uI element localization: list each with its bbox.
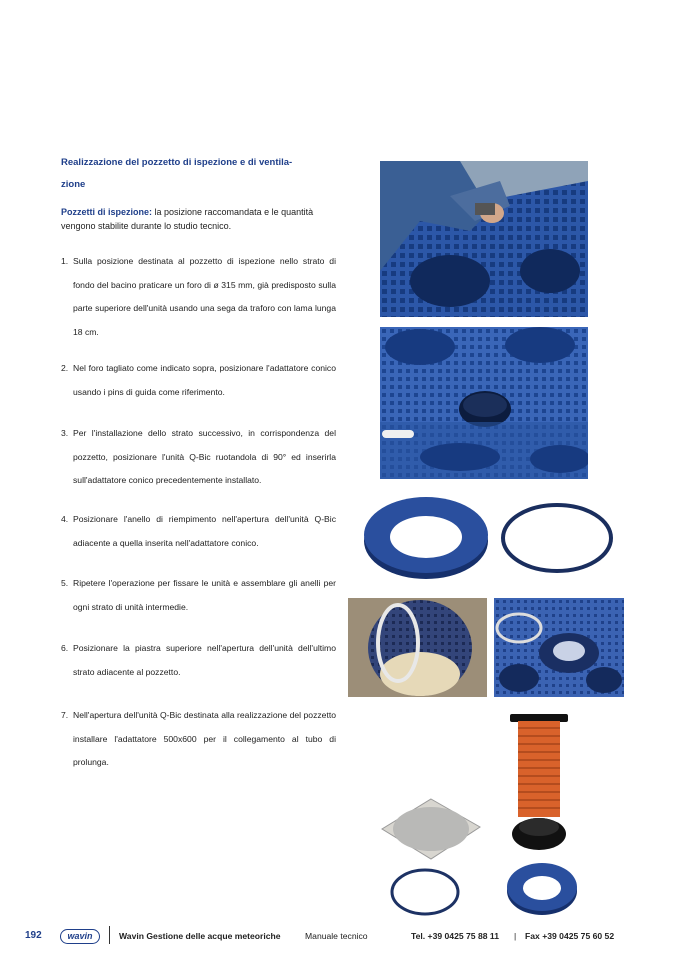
intro-label: Pozzetti di ispezione: bbox=[61, 207, 153, 217]
footer-tel: Tel. +39 0425 75 88 11 bbox=[411, 931, 500, 941]
step-text: Posizionare la piastra superiore nell'apertura dell'unità dell'ultimo strato adiacente al pozzetto. bbox=[73, 643, 336, 677]
footer-separator: | bbox=[514, 931, 517, 941]
step-5 bbox=[61, 572, 336, 619]
section-heading-line1: Realizzazione del pozzetto di ispezione e di ventila- bbox=[61, 157, 293, 168]
page-footer bbox=[25, 930, 655, 946]
step-4 bbox=[61, 508, 336, 555]
step-7 bbox=[61, 704, 336, 775]
step-text: Ripetere l'operazione per fissare le unità e assemblare gli anelli per ogni strato di unità intermedie. bbox=[73, 578, 336, 612]
step-text: Nell'apertura dell'unità Q-Bic destinata alla realizzazione del pozzetto installare l'adattatore 500x600 per il collegamento al tubo di prolunga. bbox=[73, 710, 336, 767]
step-text: Per l'installazione dello strato successivo, in corrispondenza del pozzetto, posizionare l'unità Q-Bic ruotandola di 90° ed inserirla sull'adattatore conico precedentemente installato. bbox=[73, 428, 336, 485]
step-3 bbox=[61, 422, 336, 493]
photo-extension-pipe bbox=[504, 712, 574, 856]
footer-subtitle: Manuale tecnico bbox=[305, 931, 368, 941]
step-number: 2. bbox=[61, 363, 69, 373]
photo-top-plate bbox=[380, 797, 482, 861]
section-heading bbox=[61, 152, 336, 196]
photo-conical-adapter bbox=[380, 327, 588, 479]
photo-small-gasket bbox=[388, 866, 462, 918]
footer-fax: Fax +39 0425 75 60 52 bbox=[525, 931, 615, 941]
section-heading-line2: zione bbox=[61, 179, 86, 190]
intro-paragraph bbox=[61, 205, 336, 233]
footer-title: Wavin Gestione delle acque meteoriche bbox=[119, 931, 281, 941]
step-number: 3. bbox=[61, 428, 69, 438]
step-number: 6. bbox=[61, 643, 69, 653]
step-text: Sulla posizione destinata al pozzetto di ispezione nello strato di fondo del bacino praticare un foro di ø 315 mm, già predisposto sulla parte superiore dell'unità usando una sega da traforo con lama lunga 18 cm. bbox=[73, 256, 336, 337]
photo-inside-unit bbox=[348, 598, 487, 697]
footer-divider bbox=[109, 926, 110, 944]
step-number: 4. bbox=[61, 514, 69, 524]
step-text: Posizionare l'anello di riempimento nell'apertura dell'unità Q-Bic adiacente a quella inserita nell'adattatore conico. bbox=[73, 514, 336, 548]
step-6 bbox=[61, 637, 336, 684]
step-number: 1. bbox=[61, 256, 69, 266]
photo-ring-gasket bbox=[498, 499, 616, 577]
photo-small-ring bbox=[505, 858, 579, 916]
step-text: Nel foro tagliato come indicato sopra, posizionare l'adattatore conico usando i pins di guida come riferimento. bbox=[73, 363, 336, 397]
photo-filling-ring bbox=[362, 493, 490, 581]
photo-stacked-units bbox=[494, 598, 624, 697]
step-number: 7. bbox=[61, 710, 69, 720]
step-number: 5. bbox=[61, 578, 69, 588]
step-2 bbox=[61, 357, 336, 404]
page-number: 192 bbox=[25, 930, 42, 941]
photo-cutting-hole bbox=[380, 161, 588, 317]
wavin-logo: wavin bbox=[60, 929, 100, 944]
step-1 bbox=[61, 250, 336, 344]
intro-text: la posizione raccomandata e le quantità vengono stabilite durante lo studio tecnico. bbox=[61, 207, 314, 231]
